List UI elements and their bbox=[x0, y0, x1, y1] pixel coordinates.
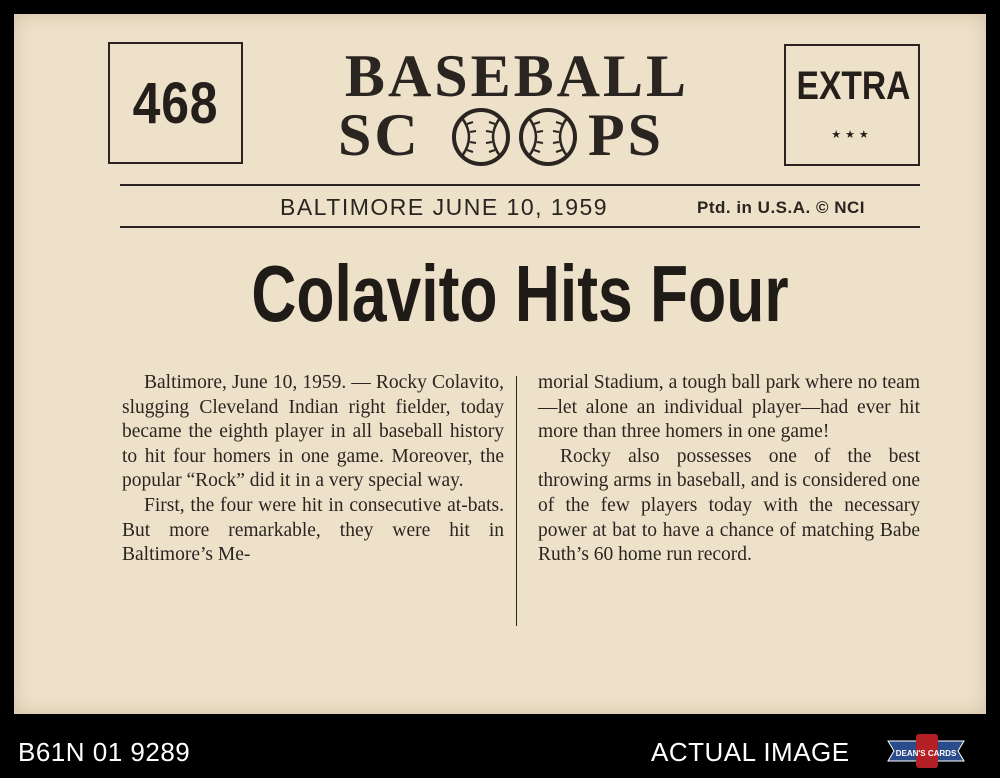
card-number: 468 bbox=[132, 70, 219, 136]
brand-title-ps: PS bbox=[588, 102, 665, 168]
brand-title-sc: SC bbox=[338, 102, 421, 168]
printed-notice: Ptd. in U.S.A. © NCI bbox=[697, 198, 865, 217]
extra-stars: ★★★ bbox=[831, 129, 873, 141]
baseballs-icon bbox=[448, 106, 584, 168]
article-left-column bbox=[122, 371, 504, 568]
top-rule bbox=[120, 184, 920, 186]
article-paragraph: Rocky also possesses one of the best throwing arms in baseball, and is considered one of the few players today with the necessary power at bat to have a chance of matching Babe Ruth’s 60 home run record. bbox=[538, 445, 920, 566]
brand-title-line2 bbox=[250, 102, 784, 172]
brand-title-line1: BASEBALL bbox=[344, 43, 690, 109]
article-right-column bbox=[538, 371, 920, 568]
headline: Colavito Hits Four bbox=[251, 249, 789, 338]
bottom-rule bbox=[120, 226, 920, 228]
article-paragraph: Baltimore, June 10, 1959. — Rocky Colavito, slugging Cleveland Indian right fielder, today became the eighth player in all baseball history to hit four homers in one game. Moreover, the popular “Rock” did it in a very special way. bbox=[122, 372, 504, 492]
extra-label: EXTRA bbox=[796, 64, 911, 108]
extra-box bbox=[784, 44, 920, 166]
trading-card-back bbox=[14, 14, 986, 714]
card-number-box bbox=[108, 42, 243, 164]
column-divider bbox=[516, 376, 517, 626]
dateline: BALTIMORE JUNE 10, 1959 bbox=[280, 194, 609, 220]
cert-number: B61N 01 9289 bbox=[18, 737, 191, 767]
article-paragraph: morial Stadium, a tough ball park where no team—let alone an individual player—had ever hit more than three homers in one game! bbox=[538, 372, 920, 443]
deans-cards-logo bbox=[880, 733, 972, 769]
actual-image-label: ACTUAL IMAGE bbox=[651, 737, 850, 767]
logo-text: DEAN'S CARDS bbox=[895, 749, 957, 758]
article-paragraph: First, the four were hit in consecutive at-bats. But more remarkable, they were hit in Baltimore’s Me- bbox=[122, 494, 504, 566]
